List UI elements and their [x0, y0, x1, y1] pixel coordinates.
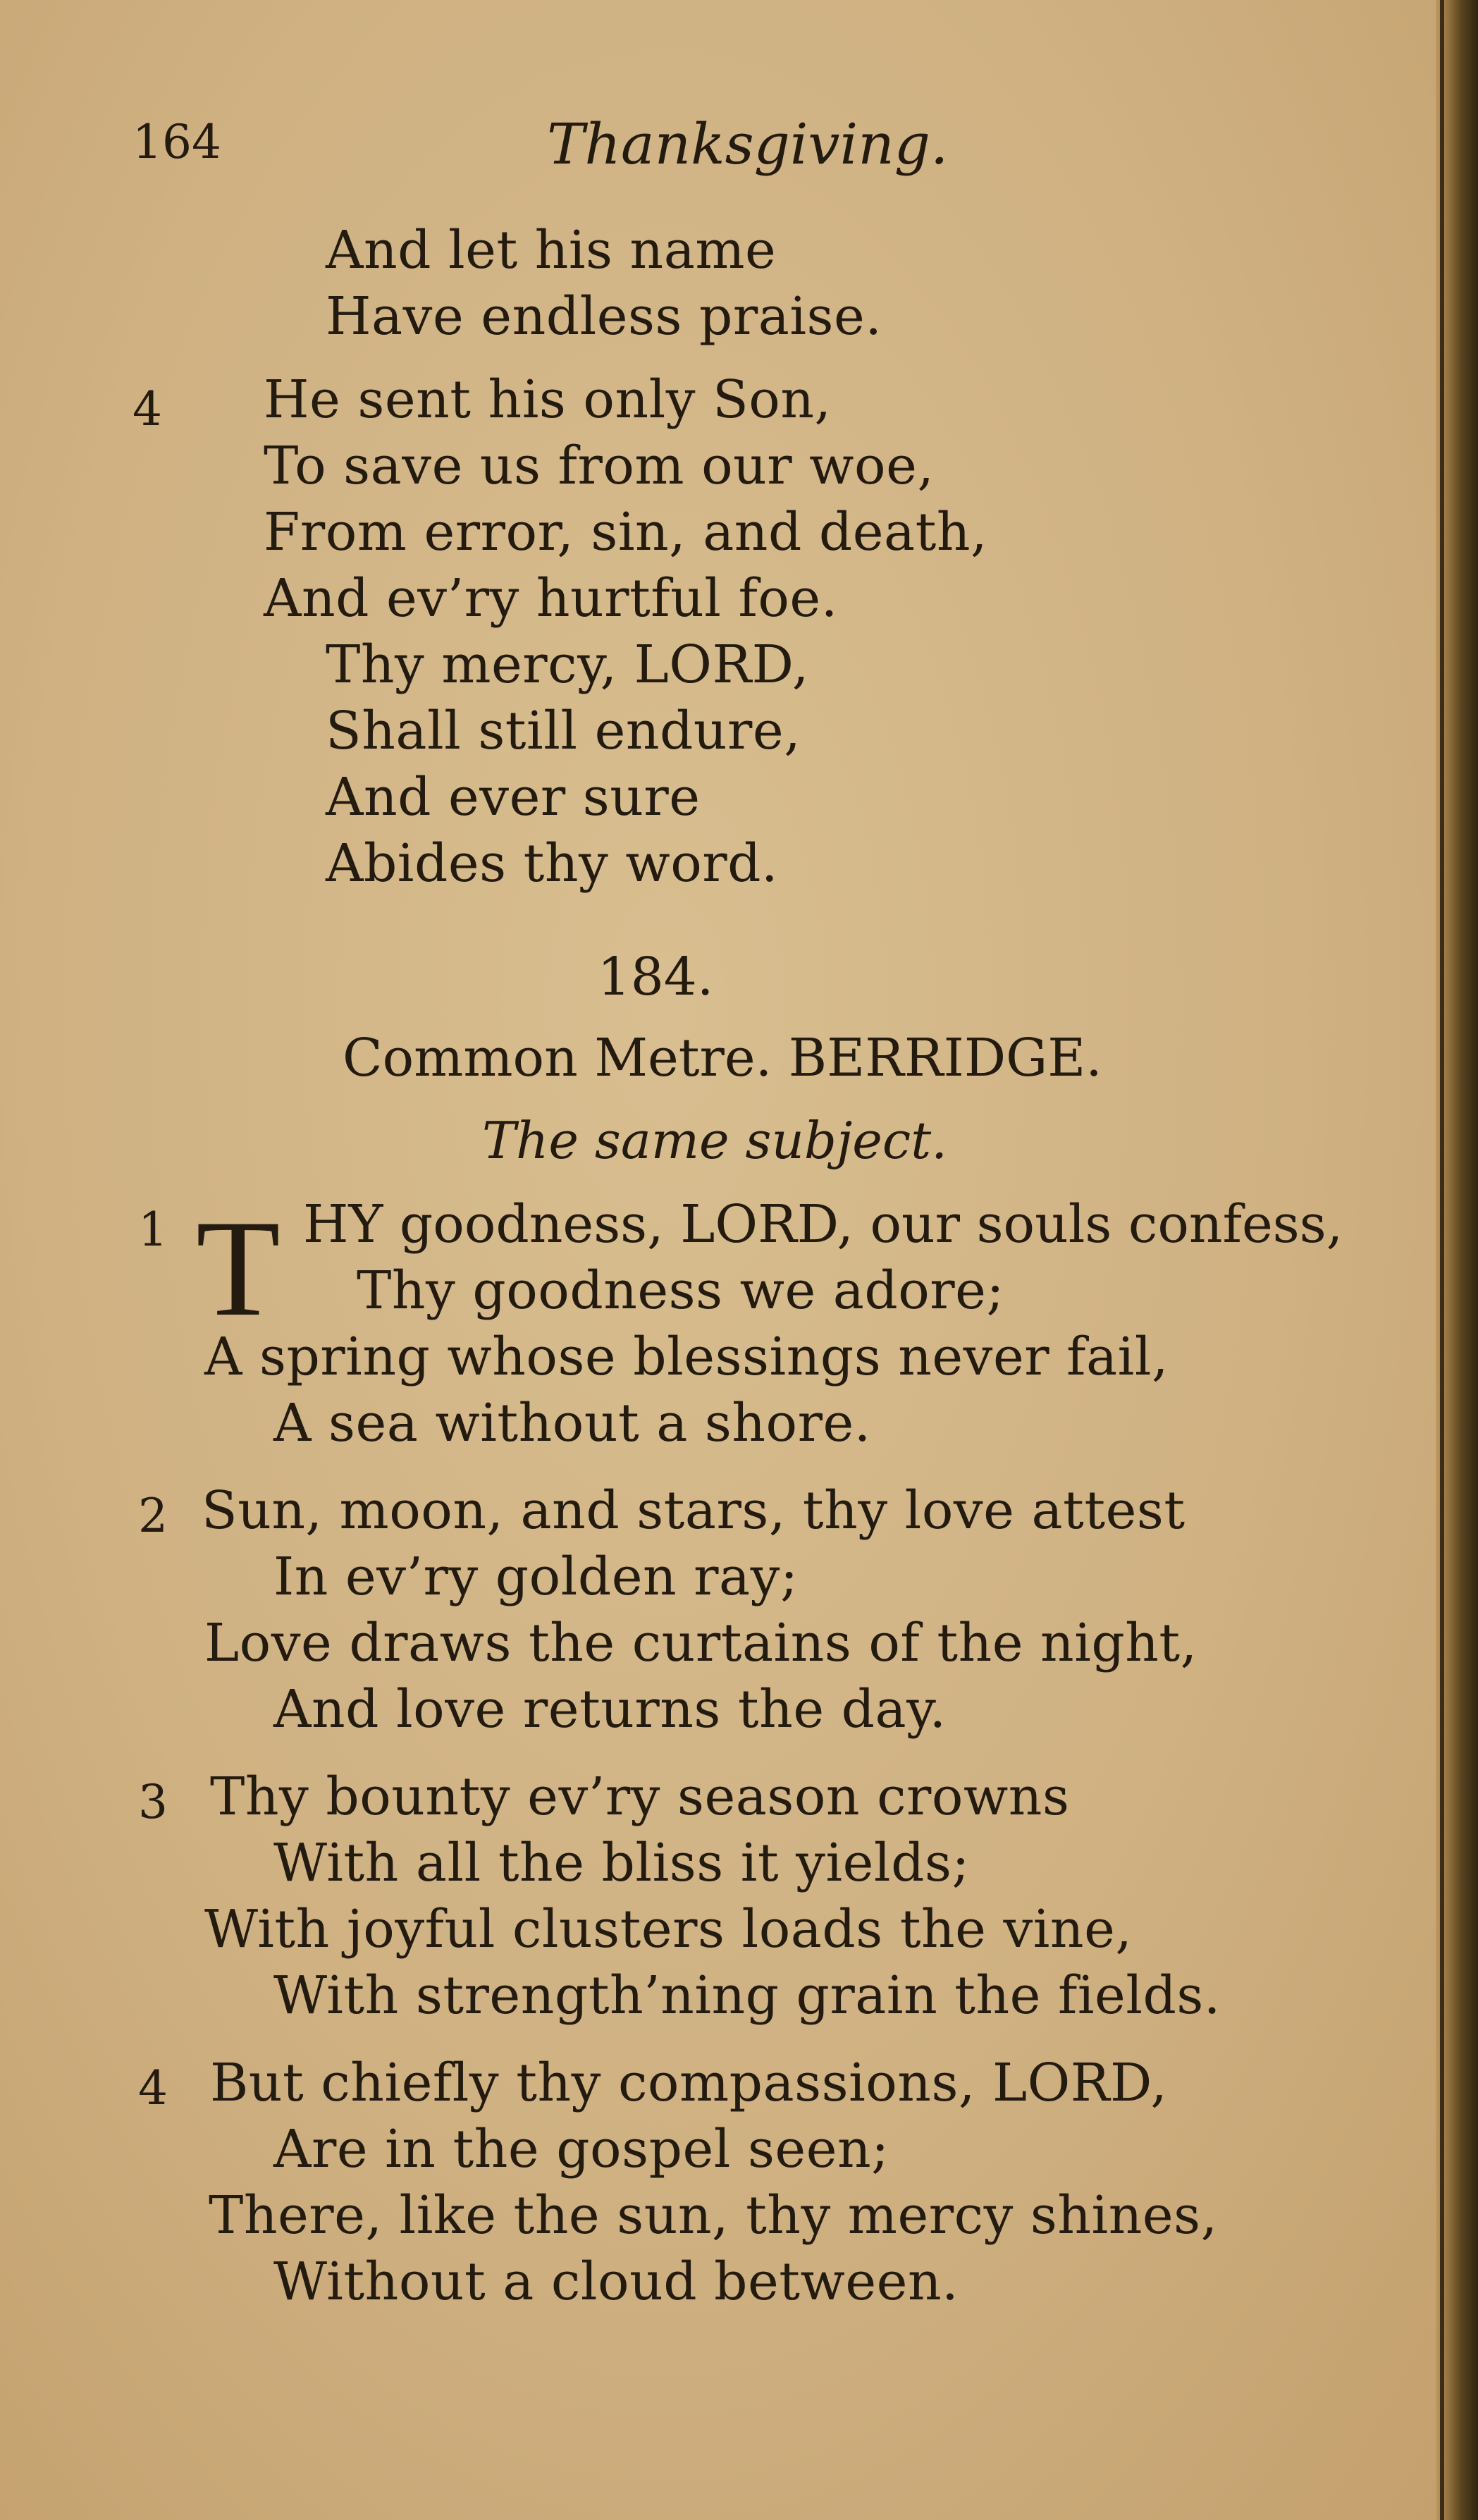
hymn-metre-line [343, 1028, 1102, 1088]
verse-number: 4 [133, 382, 162, 436]
verse-line: A sea without a shore. [273, 1393, 871, 1453]
verse-number: 4 [138, 2061, 168, 2115]
hymn-number: 184. [597, 947, 714, 1007]
verse-line: Have endless praise. [326, 286, 882, 347]
verse-line: HY goodness, LORD, our souls confess, [303, 1194, 1343, 1255]
verse-line: Shall still endure, [326, 701, 801, 761]
verse-line: To save us from our woe, [264, 436, 935, 496]
verse-line: And let his name [326, 220, 777, 281]
verse-line: With joyful clusters loads the vine, [204, 1899, 1133, 1960]
verse-line: With strength’ning grain the fields. [273, 1965, 1221, 2026]
verse-line: Without a cloud between. [273, 2251, 959, 2312]
verse-number: 3 [138, 1775, 168, 1829]
verse-line: A spring whose blessings never fail, [204, 1327, 1169, 1387]
verse-line: Thy mercy, LORD, [326, 634, 809, 695]
verse-line: With all the bliss it yields; [273, 1833, 970, 1893]
drop-cap: T [196, 1192, 281, 1345]
verse-line: And ev’ry hurtful foe. [264, 568, 838, 629]
page-number: 164 [133, 115, 221, 169]
hymn-author: BERRIDGE. [788, 1028, 1102, 1088]
verse-line: And love returns the day. [273, 1679, 947, 1740]
hymn-subject: The same subject. [482, 1111, 948, 1170]
verse-line: Love draws the curtains of the night, [204, 1613, 1197, 1673]
verse-line: In ev’ry golden ray; [273, 1547, 799, 1607]
verse-line: Are in the gospel seen; [273, 2119, 889, 2180]
verse-line: From error, sin, and death, [264, 502, 988, 563]
verse-number: 1 [138, 1203, 168, 1257]
running-head-title: Thanksgiving. [547, 111, 949, 177]
verse-number: 2 [138, 1489, 168, 1543]
verse-line: Thy goodness we adore; [357, 1260, 1004, 1321]
verse-line: Thy bounty ev’ry season crowns [210, 1766, 1070, 1827]
page-edge [1440, 0, 1444, 2520]
verse-line: He sent his only Son, [264, 369, 832, 430]
verse-line: Abides thy word. [326, 833, 779, 894]
metre-name: Common Metre. [343, 1028, 772, 1088]
verse-line: There, like the sun, thy mercy shines, [209, 2185, 1218, 2246]
verse-line: Sun, moon, and stars, thy love attest [202, 1480, 1186, 1541]
verse-line: But chiefly thy compassions, LORD, [210, 2053, 1168, 2113]
verse-line: And ever sure [326, 767, 701, 828]
